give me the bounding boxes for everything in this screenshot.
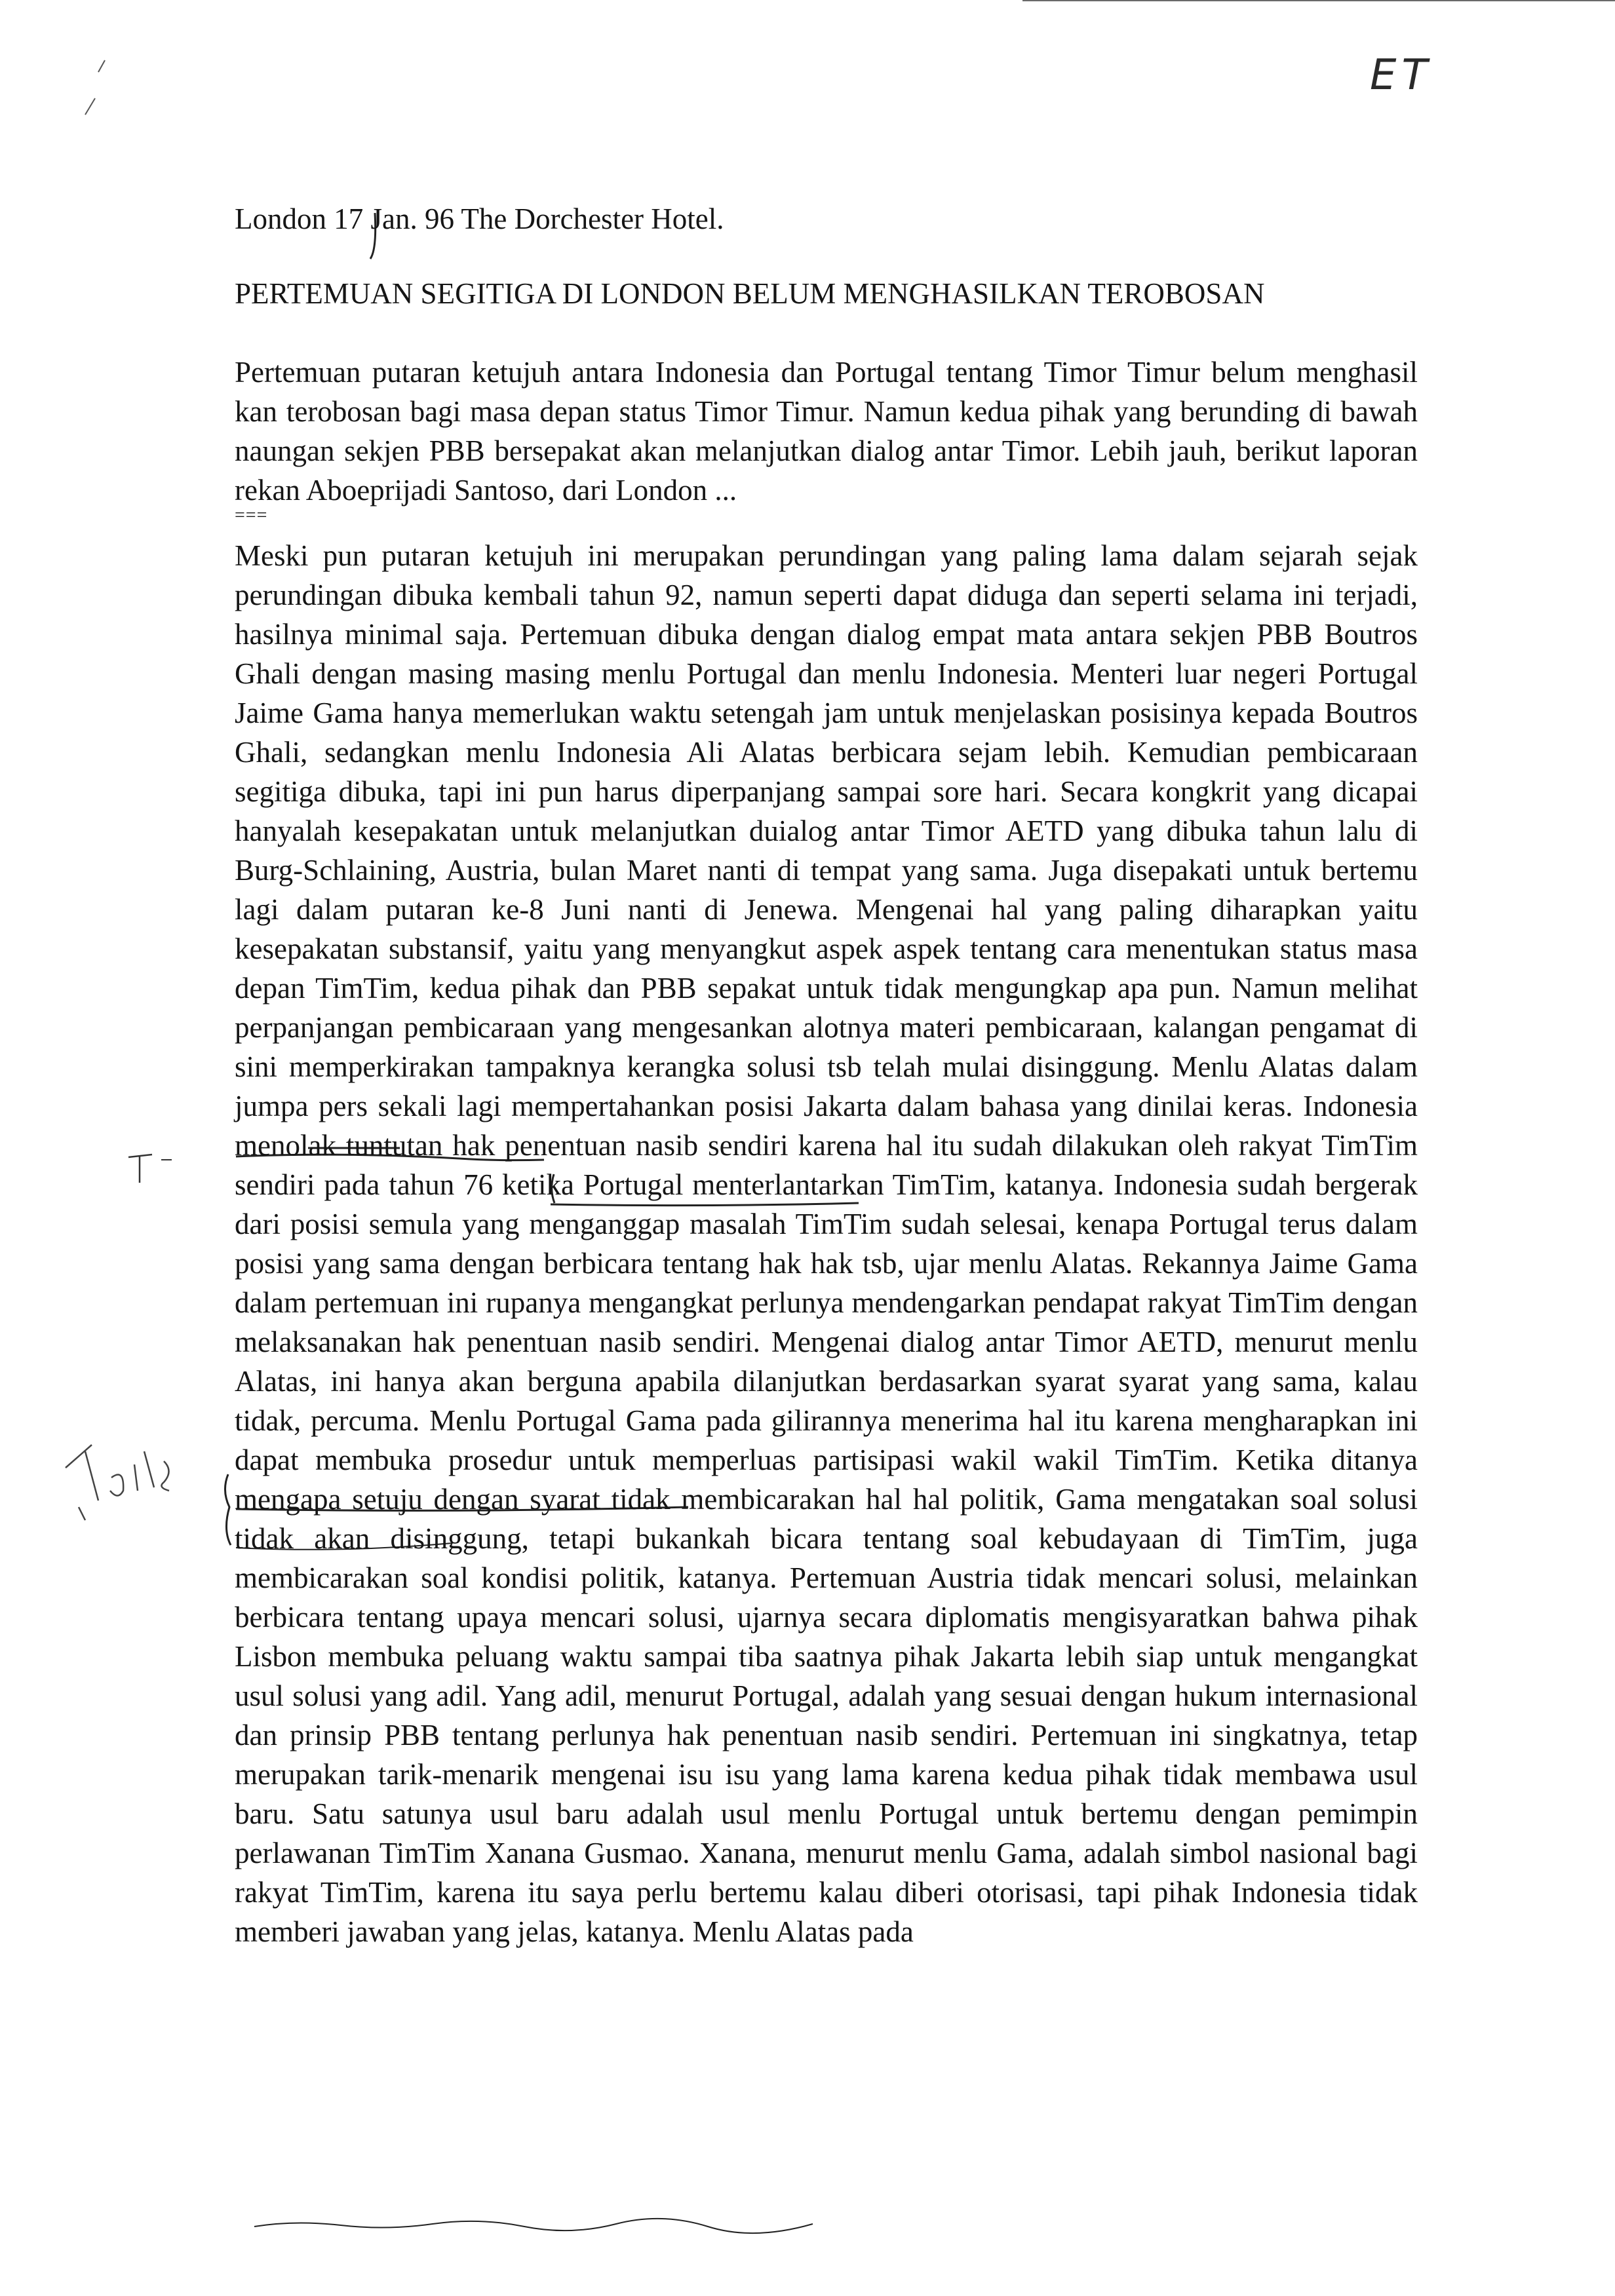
intro-paragraph: Pertemuan putaran ketujuh antara Indonesia dan Portugal tentang Timor Timur belum menghasil kan terobosan bagi masa depan status Timor Timur. Namun kedua pihak yang berunding di bawah naungan sekjen PBB bersepakat akan melanjutkan dialog antar Timor. Lebih jauh, berikut laporan rekan Aboeprijadi Santoso, dari London ...: [235, 356, 1418, 507]
separator: ===: [235, 505, 268, 526]
headline: PERTEMUAN SEGITIGA DI LONDON BELUM MENGHASILKAN TEROBOSAN: [235, 277, 1265, 310]
article-body: [235, 199, 1418, 1951]
handwritten-initials: ET: [1370, 51, 1433, 100]
dateline: London 17 Jan. 96 The Dorchester Hotel.: [235, 202, 724, 235]
body-paragraph: Meski pun putaran ketujuh ini merupakan perundingan yang paling lama dalam sejarah sejak perundingan dibuka kembali tahun 92, namun seperti dapat diduga dan seperti selama ini terjadi, hasilnya minimal saja. Pertemuan dibuka dengan dialog empat mata antara sekjen PBB Boutros Ghali dengan masing masing menlu Portugal dan menlu Indonesia. Menteri luar negeri Portugal Jaime Gama hanya memerlukan waktu setengah jam untuk menjelaskan posisinya kepada Boutros Ghali, sedangkan menlu Indonesia Ali Alatas berbicara sejam lebih. Kemudian pembicaraan segitiga dibuka, tapi ini pun harus diperpanjang sampai sore hari. Secara kongkrit yang dicapai hanyalah kesepakatan untuk melanjutkan duialog antar Timor AETD yang dibuka tahun lalu di Burg-Schlaining, Austria, bulan Maret nanti di tempat yang sama. Juga disepakati untuk bertemu lagi dalam putaran ke-8 Juni nanti di Jenewa. Mengenai hal yang paling diharapkan yaitu kesepakatan substansif, yaitu yang menyangkut aspek aspek tentang cara menentukan status masa depan TimTim, kedua pihak dan PBB sepakat untuk tidak mengungkap apa pun. Namun melihat perpanjangan pembicaraan yang mengesankan alotnya materi pembicaraan, kalangan pengamat di sini memperkirakan tampaknya kerangka solusi tsb telah mulai disinggung. Menlu Alatas dalam jumpa pers sekali lagi mempertahankan posisi Jakarta dalam bahasa yang dinilai keras. Indonesia menolak tuntutan hak penentuan nasib sendiri karena hal itu sudah dilakukan oleh rakyat TimTim sendiri pada tahun 76 ketika Portugal menterlantarkan TimTim, katanya. Indonesia sudah bergerak dari posisi semula yang menganggap masalah TimTim sudah selesai, kenapa Portugal terus dalam posisi yang sama dengan berbicara tentang hak hak tsb, ujar menlu Alatas. Rekannya Jaime Gama dalam pertemuan ini rupanya mengangkat perlunya mendengarkan pendapat rakyat TimTim dengan melaksanakan hak penentuan nasib sendiri. Mengenai dialog antar Timor AETD, menurut menlu Alatas, ini hanya akan berguna apabila dilanjutkan berdasarkan syarat syarat yang sama, kalau tidak, percuma. Menlu Portugal Gama pada gilirannya menerima hal itu karena mengharapkan ini dapat membuka prosedur untuk memperluas partisipasi wakil wakil TimTim. Ketika ditanya mengapa setuju dengan syarat tidak membicarakan hal hal politik, Gama mengatakan soal solusi tidak akan disinggung, tetapi bukankah bicara tentang soal kebudayaan di TimTim, juga membicarakan soal kondisi politik, katanya. Pertemuan Austria tidak mencari solusi, melainkan berbicara tentang upaya mencari solusi, ujarnya secara diplomatis mengisyaratkan bahwa pihak Lisbon membuka peluang waktu sampai tiba saatnya pihak Jakarta lebih siap untuk mengangkat usul solusi yang adil. Yang adil, menurut Portugal, adalah yang sesuai dengan hukum internasional dan prinsip PBB tentang perlunya hak penentuan nasib sendiri. Pertemuan ini singkatnya, tetap merupakan tarik-menarik mengenai isu isu yang lama karena kedua pihak tidak membawa usul baru. Satu satunya usul baru adalah usul menlu Portugal untuk bertemu dengan pemimpin perlawanan TimTim Xanana Gusmao. Xanana, menurut menlu Gama, adalah simbol nasional bagi rakyat TimTim, karena itu saya perlu bertemu kalau diberi otorisasi, tapi pihak Indonesia tidak memberi jawaban yang jelas, katanya. Menlu Alatas pada: [235, 539, 1418, 1948]
